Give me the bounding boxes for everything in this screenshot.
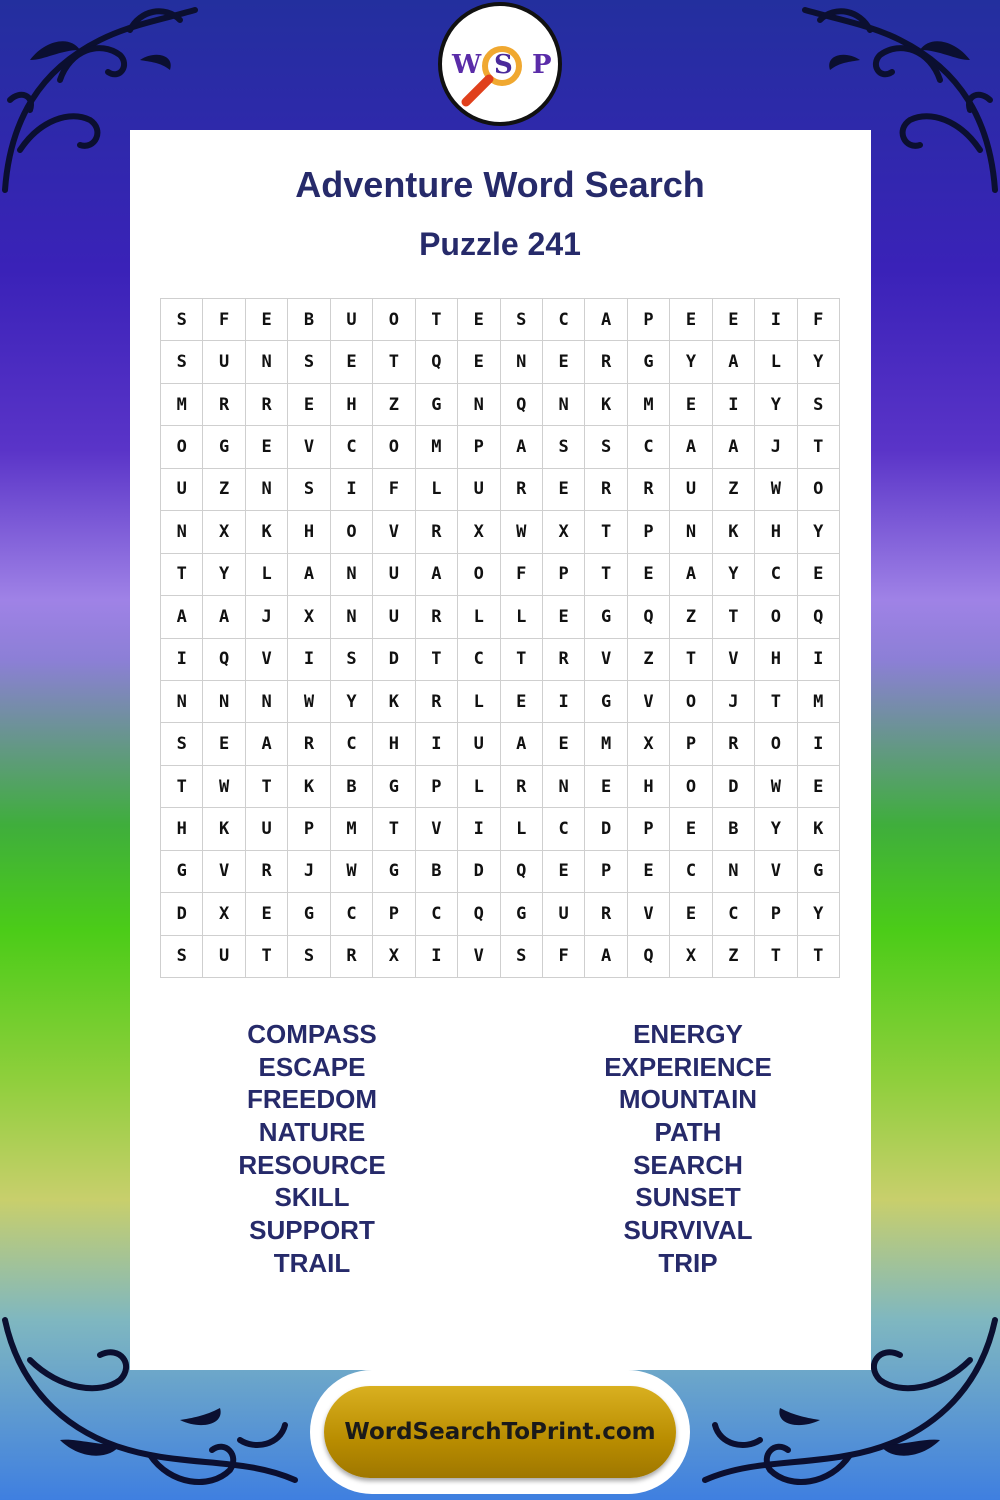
grid-cell: S <box>288 936 330 978</box>
grid-cell: D <box>161 893 203 935</box>
grid-cell: S <box>161 936 203 978</box>
grid-cell: L <box>501 808 543 850</box>
grid-cell: H <box>161 808 203 850</box>
grid-cell: P <box>628 299 670 341</box>
word-list-item: NATURE <box>258 1117 366 1148</box>
grid-cell: T <box>373 341 415 383</box>
grid-cell: C <box>458 639 500 681</box>
grid-cell: R <box>628 469 670 511</box>
grid-cell: L <box>458 766 500 808</box>
grid-cell: Q <box>798 596 840 638</box>
grid-cell: A <box>501 723 543 765</box>
grid-cell: V <box>373 511 415 553</box>
grid-cell: K <box>713 511 755 553</box>
grid-cell: S <box>161 723 203 765</box>
grid-cell: K <box>373 681 415 723</box>
grid-cell: P <box>670 723 712 765</box>
grid-cell: F <box>373 469 415 511</box>
word-list-item: SURVIVAL <box>623 1215 753 1246</box>
grid-cell: C <box>543 808 585 850</box>
grid-cell: C <box>331 893 373 935</box>
grid-cell: J <box>755 426 797 468</box>
grid-cell: A <box>670 554 712 596</box>
grid-cell: U <box>458 723 500 765</box>
word-list-item: PATH <box>654 1117 722 1148</box>
grid-cell: H <box>755 639 797 681</box>
grid-cell: L <box>501 596 543 638</box>
grid-cell: Z <box>628 639 670 681</box>
grid-cell: E <box>670 808 712 850</box>
grid-cell: M <box>416 426 458 468</box>
grid-cell: S <box>288 341 330 383</box>
grid-cell: Z <box>373 384 415 426</box>
grid-cell: Y <box>670 341 712 383</box>
grid-cell: P <box>543 554 585 596</box>
grid-cell: U <box>246 808 288 850</box>
grid-cell: E <box>798 554 840 596</box>
grid-cell: K <box>798 808 840 850</box>
word-list-left <box>162 1018 462 1280</box>
grid-cell: R <box>585 893 627 935</box>
grid-cell: P <box>628 808 670 850</box>
grid-cell: Y <box>755 384 797 426</box>
grid-cell: B <box>713 808 755 850</box>
grid-cell: Q <box>501 851 543 893</box>
grid-cell: F <box>543 936 585 978</box>
grid-cell: N <box>161 511 203 553</box>
grid-cell: I <box>331 469 373 511</box>
footer-banner[interactable] <box>324 1386 676 1478</box>
grid-cell: S <box>331 639 373 681</box>
grid-cell: U <box>543 893 585 935</box>
grid-cell: S <box>161 341 203 383</box>
grid-cell: E <box>670 384 712 426</box>
grid-cell: Q <box>416 341 458 383</box>
grid-cell: B <box>288 299 330 341</box>
grid-cell: G <box>373 766 415 808</box>
word-list-item: SUPPORT <box>249 1215 375 1246</box>
grid-cell: N <box>246 681 288 723</box>
grid-cell: R <box>416 681 458 723</box>
grid-cell: P <box>416 766 458 808</box>
grid-cell: U <box>373 596 415 638</box>
grid-cell: G <box>373 851 415 893</box>
grid-cell: K <box>246 511 288 553</box>
grid-cell: A <box>161 596 203 638</box>
grid-cell: J <box>288 851 330 893</box>
grid-cell: E <box>670 299 712 341</box>
word-list-item: COMPASS <box>247 1019 377 1049</box>
grid-cell: A <box>246 723 288 765</box>
grid-cell: E <box>628 554 670 596</box>
grid-cell: V <box>416 808 458 850</box>
grid-cell: O <box>161 426 203 468</box>
grid-cell: L <box>755 341 797 383</box>
grid-cell: I <box>543 681 585 723</box>
grid-cell: T <box>755 681 797 723</box>
grid-cell: R <box>331 936 373 978</box>
grid-cell: C <box>628 426 670 468</box>
grid-cell: I <box>713 384 755 426</box>
grid-cell: N <box>501 341 543 383</box>
grid-cell: P <box>628 511 670 553</box>
word-list-item: ENERGY <box>633 1019 743 1049</box>
grid-cell: R <box>416 511 458 553</box>
grid-cell: K <box>288 766 330 808</box>
word-list-right <box>538 1018 838 1280</box>
word-list-item: RESOURCE <box>238 1149 386 1180</box>
grid-cell: P <box>458 426 500 468</box>
page-title: Adventure Word Search <box>295 164 705 205</box>
grid-cell: V <box>203 851 245 893</box>
grid-cell: T <box>585 554 627 596</box>
grid-cell: P <box>755 893 797 935</box>
grid-cell: O <box>331 511 373 553</box>
grid-cell: X <box>203 511 245 553</box>
grid-cell: M <box>161 384 203 426</box>
grid-cell: E <box>543 723 585 765</box>
grid-cell: E <box>543 851 585 893</box>
grid-cell: U <box>458 469 500 511</box>
grid-cell: U <box>161 469 203 511</box>
grid-cell: Z <box>203 469 245 511</box>
grid-cell: A <box>713 341 755 383</box>
grid-cell: W <box>203 766 245 808</box>
grid-cell: A <box>416 554 458 596</box>
grid-cell: V <box>713 639 755 681</box>
grid-cell: T <box>713 596 755 638</box>
grid-cell: V <box>628 681 670 723</box>
grid-cell: Y <box>798 893 840 935</box>
grid-cell: H <box>331 384 373 426</box>
grid-cell: R <box>501 766 543 808</box>
grid-cell: Q <box>628 596 670 638</box>
grid-cell: D <box>458 851 500 893</box>
grid-cell: V <box>458 936 500 978</box>
grid-cell: H <box>755 511 797 553</box>
grid-cell: E <box>543 596 585 638</box>
grid-cell: N <box>543 766 585 808</box>
grid-cell: S <box>501 299 543 341</box>
grid-cell: I <box>416 723 458 765</box>
grid-cell: S <box>543 426 585 468</box>
grid-cell: Q <box>203 639 245 681</box>
grid-cell: C <box>670 851 712 893</box>
grid-cell: Y <box>203 554 245 596</box>
grid-cell: Z <box>670 596 712 638</box>
grid-cell: E <box>543 469 585 511</box>
grid-cell: T <box>501 639 543 681</box>
word-list-item: ESCAPE <box>258 1051 366 1082</box>
grid-cell: T <box>416 299 458 341</box>
grid-cell: O <box>458 554 500 596</box>
grid-cell: N <box>670 511 712 553</box>
logo-letter-s: S <box>494 50 513 80</box>
grid-cell: Y <box>798 511 840 553</box>
grid-cell: Q <box>628 936 670 978</box>
grid-cell: F <box>798 299 840 341</box>
grid-cell: L <box>458 681 500 723</box>
grid-cell: U <box>670 469 712 511</box>
grid-cell: E <box>288 384 330 426</box>
grid-cell: E <box>585 766 627 808</box>
word-list-item: TRIP <box>658 1247 718 1278</box>
word-list-item: SKILL <box>274 1182 350 1213</box>
grid-cell: L <box>416 469 458 511</box>
grid-cell: T <box>161 766 203 808</box>
grid-cell: A <box>670 426 712 468</box>
grid-cell: A <box>288 554 330 596</box>
grid-cell: E <box>798 766 840 808</box>
grid-cell: N <box>161 681 203 723</box>
grid-cell: N <box>458 384 500 426</box>
grid-cell: C <box>543 299 585 341</box>
grid-cell: S <box>161 299 203 341</box>
grid-cell: B <box>416 851 458 893</box>
grid-cell: W <box>288 681 330 723</box>
grid-cell: W <box>501 511 543 553</box>
grid-cell: A <box>585 299 627 341</box>
grid-cell: E <box>246 299 288 341</box>
grid-cell: T <box>373 808 415 850</box>
grid-cell: R <box>416 596 458 638</box>
grid-cell: Y <box>713 554 755 596</box>
grid-cell: W <box>755 469 797 511</box>
grid-cell: L <box>458 596 500 638</box>
grid-cell: X <box>543 511 585 553</box>
grid-cell: A <box>501 426 543 468</box>
grid-cell: T <box>416 639 458 681</box>
grid-cell: N <box>331 596 373 638</box>
grid-cell: V <box>755 851 797 893</box>
grid-cell: X <box>373 936 415 978</box>
grid-cell: R <box>203 384 245 426</box>
grid-cell: O <box>670 681 712 723</box>
grid-cell: C <box>755 554 797 596</box>
grid-cell: R <box>501 469 543 511</box>
grid-cell: E <box>458 299 500 341</box>
grid-cell: V <box>288 426 330 468</box>
word-list-item: SEARCH <box>633 1149 743 1180</box>
grid-cell: D <box>585 808 627 850</box>
grid-cell: I <box>288 639 330 681</box>
word-list-item: EXPERIENCE <box>604 1051 772 1082</box>
grid-cell: G <box>416 384 458 426</box>
grid-cell: T <box>798 936 840 978</box>
grid-cell: Q <box>458 893 500 935</box>
grid-cell: W <box>755 766 797 808</box>
logo-letter-w: W <box>452 50 482 80</box>
grid-cell: T <box>755 936 797 978</box>
grid-cell: R <box>543 639 585 681</box>
grid-cell: X <box>203 893 245 935</box>
grid-cell: D <box>713 766 755 808</box>
grid-cell: I <box>416 936 458 978</box>
grid-cell: M <box>585 723 627 765</box>
grid-cell: I <box>798 723 840 765</box>
grid-cell: Y <box>331 681 373 723</box>
grid-cell: E <box>501 681 543 723</box>
grid-cell: R <box>713 723 755 765</box>
grid-cell: E <box>246 426 288 468</box>
grid-cell: Y <box>798 341 840 383</box>
grid-cell: O <box>755 596 797 638</box>
word-list-item: MOUNTAIN <box>618 1084 758 1115</box>
grid-cell: Z <box>713 936 755 978</box>
letter-grid <box>160 298 840 978</box>
grid-cell: H <box>373 723 415 765</box>
grid-cell: U <box>203 936 245 978</box>
grid-cell: I <box>161 639 203 681</box>
grid-cell: B <box>331 766 373 808</box>
grid-cell: S <box>798 384 840 426</box>
grid-cell: K <box>203 808 245 850</box>
grid-cell: I <box>755 299 797 341</box>
grid-cell: N <box>246 469 288 511</box>
grid-cell: X <box>458 511 500 553</box>
grid-cell: J <box>246 596 288 638</box>
grid-cell: G <box>501 893 543 935</box>
grid-cell: S <box>501 936 543 978</box>
grid-cell: T <box>246 936 288 978</box>
grid-cell: I <box>458 808 500 850</box>
grid-cell: M <box>798 681 840 723</box>
grid-cell: E <box>203 723 245 765</box>
grid-cell: G <box>585 681 627 723</box>
grid-cell: C <box>416 893 458 935</box>
grid-cell: X <box>670 936 712 978</box>
grid-cell: G <box>798 851 840 893</box>
grid-cell: T <box>798 426 840 468</box>
grid-cell: N <box>331 554 373 596</box>
grid-cell: O <box>670 766 712 808</box>
grid-cell: L <box>246 554 288 596</box>
grid-cell: N <box>713 851 755 893</box>
grid-cell: T <box>246 766 288 808</box>
grid-cell: R <box>246 851 288 893</box>
grid-cell: T <box>585 511 627 553</box>
grid-cell: T <box>161 554 203 596</box>
grid-cell: Z <box>713 469 755 511</box>
grid-cell: G <box>161 851 203 893</box>
grid-cell: O <box>755 723 797 765</box>
grid-cell: R <box>585 469 627 511</box>
grid-cell: E <box>246 893 288 935</box>
grid-cell: O <box>798 469 840 511</box>
grid-cell: R <box>585 341 627 383</box>
grid-cell: C <box>331 723 373 765</box>
word-list-item: FREEDOM <box>247 1084 377 1115</box>
grid-cell: A <box>713 426 755 468</box>
grid-cell: N <box>543 384 585 426</box>
logo-letter-p: P <box>532 50 552 80</box>
grid-cell: O <box>373 426 415 468</box>
grid-cell: C <box>331 426 373 468</box>
grid-cell: K <box>585 384 627 426</box>
grid-cell: P <box>373 893 415 935</box>
grid-cell: E <box>713 299 755 341</box>
grid-cell: H <box>628 766 670 808</box>
grid-cell: E <box>628 851 670 893</box>
grid-cell: M <box>628 384 670 426</box>
grid-cell: N <box>246 341 288 383</box>
grid-cell: P <box>585 851 627 893</box>
word-list-item: SUNSET <box>635 1182 741 1213</box>
grid-cell: F <box>501 554 543 596</box>
grid-cell: F <box>203 299 245 341</box>
grid-cell: H <box>288 511 330 553</box>
grid-cell: E <box>670 893 712 935</box>
grid-cell: W <box>331 851 373 893</box>
grid-cell: I <box>798 639 840 681</box>
grid-cell: E <box>458 341 500 383</box>
grid-cell: R <box>246 384 288 426</box>
grid-cell: A <box>203 596 245 638</box>
grid-cell: G <box>585 596 627 638</box>
grid-cell: M <box>331 808 373 850</box>
grid-cell: R <box>288 723 330 765</box>
grid-cell: S <box>585 426 627 468</box>
grid-cell: D <box>373 639 415 681</box>
grid-cell: U <box>331 299 373 341</box>
grid-cell: G <box>628 341 670 383</box>
puzzle-number: Puzzle 241 <box>419 226 581 262</box>
grid-cell: G <box>288 893 330 935</box>
grid-cell: V <box>585 639 627 681</box>
grid-cell: G <box>203 426 245 468</box>
grid-cell: E <box>543 341 585 383</box>
grid-cell: Y <box>755 808 797 850</box>
grid-cell: C <box>713 893 755 935</box>
grid-cell: E <box>331 341 373 383</box>
word-list-item: TRAIL <box>273 1247 351 1278</box>
grid-cell: S <box>288 469 330 511</box>
grid-cell: J <box>713 681 755 723</box>
site-logo[interactable] <box>438 2 562 126</box>
grid-cell: Q <box>501 384 543 426</box>
grid-cell: A <box>585 936 627 978</box>
grid-cell: P <box>288 808 330 850</box>
grid-cell: V <box>628 893 670 935</box>
grid-cell: N <box>203 681 245 723</box>
grid-cell: X <box>288 596 330 638</box>
grid-cell: T <box>670 639 712 681</box>
grid-cell: U <box>203 341 245 383</box>
grid-cell: O <box>373 299 415 341</box>
grid-cell: U <box>373 554 415 596</box>
site-url-link[interactable]: WordSearchToPrint.com <box>344 1419 656 1445</box>
grid-cell: X <box>628 723 670 765</box>
grid-cell: V <box>246 639 288 681</box>
